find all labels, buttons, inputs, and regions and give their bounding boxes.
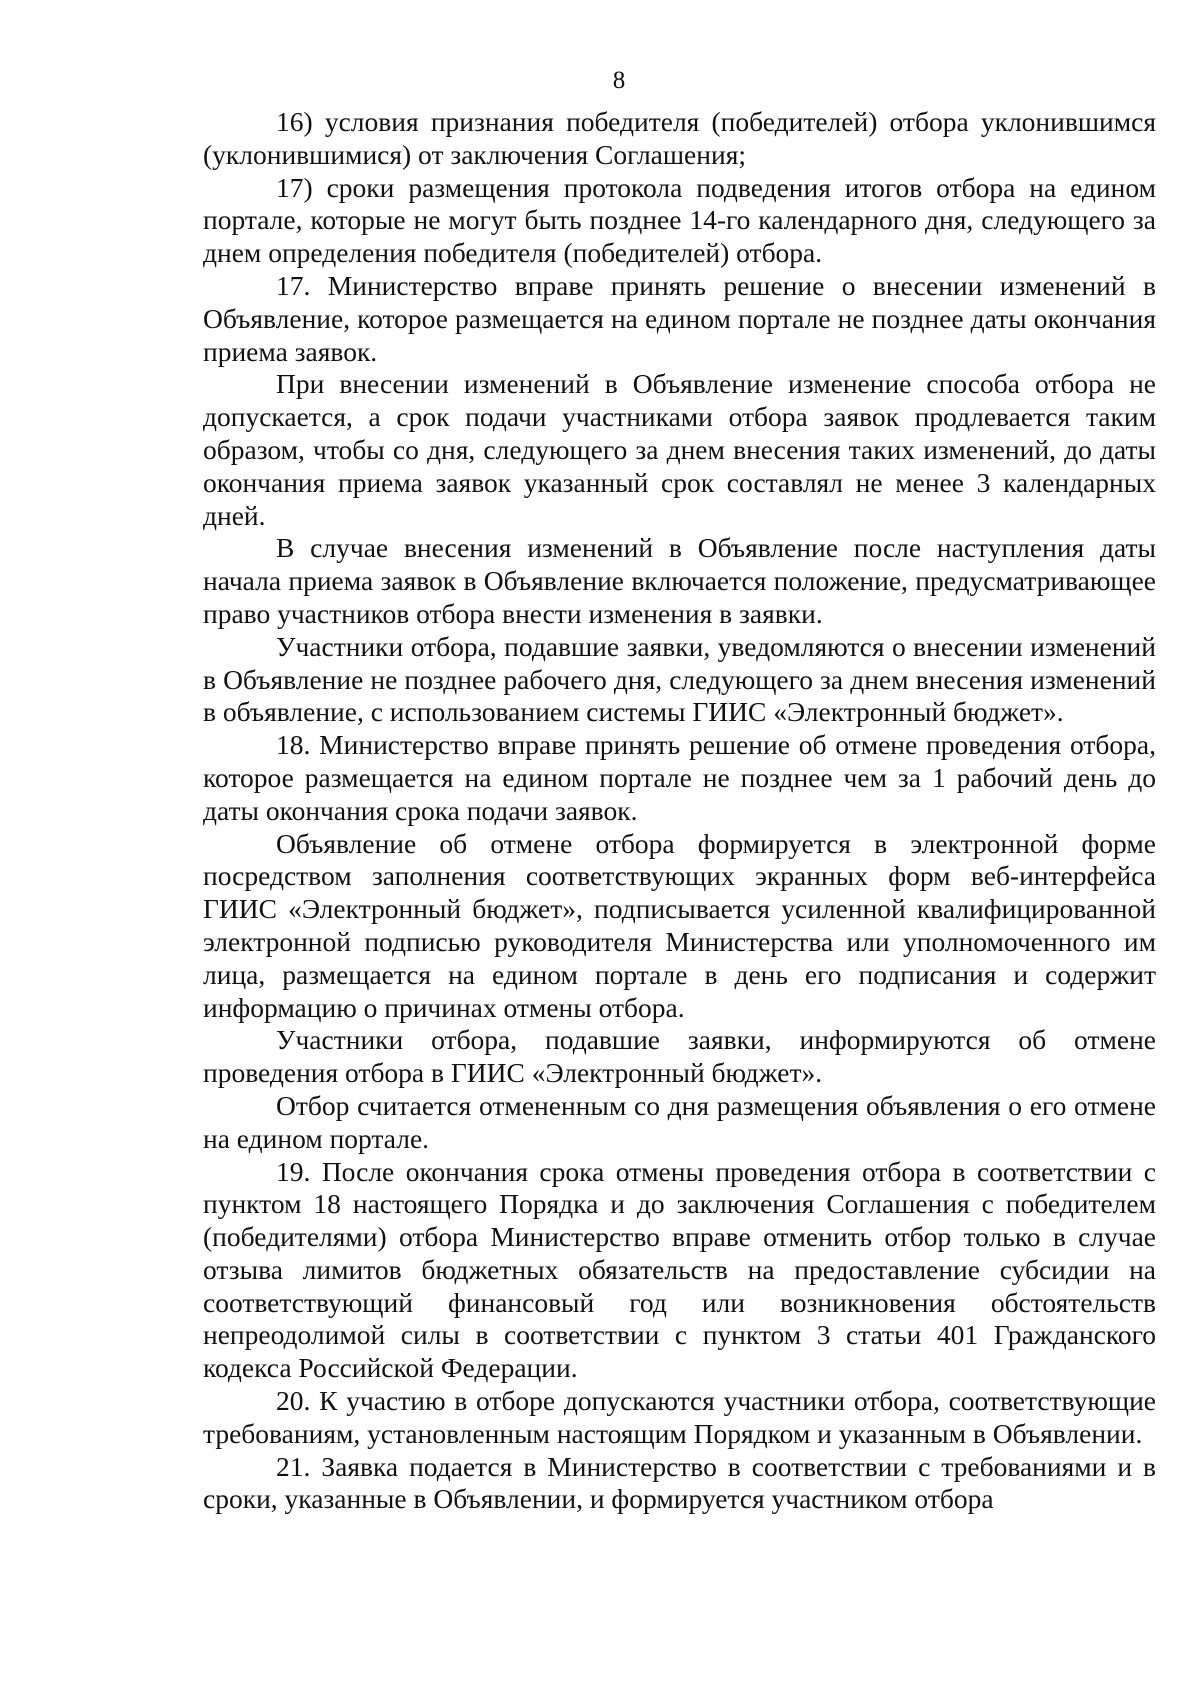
- paragraph-clause-19: 19. После окончания срока отмены проведения отбора в соответствии с пунктом 18 настоящего Порядка и до заключения Соглашения с победителем (победителями) отбора Министерство вправе отменить отбор только в случае отзыва лимитов бюджетных обязательств на предоставление субсидии на соответствующий финансовый год или возникновения обстоятельств непреодолимой силы в соответствии с пунктом 3 статьи 401 Гражданского кодекса Российской Федерации.: [203, 1155, 1156, 1384]
- paragraph-participants-informed: Участники отбора, подавшие заявки, информируются об отмене проведения отбора в ГИИС «Электронный бюджет».: [203, 1024, 1156, 1089]
- document-body: [203, 106, 1156, 1516]
- paragraph-clause-21: 21. Заявка подается в Министерство в соответствии с требованиями и в сроки, указанные в Объявлении, и формируется участником отбора: [203, 1450, 1156, 1515]
- paragraph-changes-after-start: В случае внесения изменений в Объявление после наступления даты начала приема заявок в Объявление включается положение, предусматривающее право участников отбора внести изменения в заявки.: [203, 532, 1156, 629]
- paragraph-cancellation-notice: Объявление об отмене отбора формируется в электронной форме посредством заполнения соответствующих экранных форм веб-интерфейса ГИИС «Электронный бюджет», подписывается усиленной квалифицированной электронной подписью руководителя Министерства или уполномоченного им лица, размещается на едином портале в день его подписания и содержит информацию о причинах отмены отбора.: [203, 827, 1156, 1023]
- page-number: 8: [612, 67, 626, 94]
- paragraph-clause-17: 17. Министерство вправе принять решение о внесении изменений в Объявление, которое размещается на едином портале не позднее даты окончания приема заявок.: [203, 269, 1156, 367]
- paragraph-item-16: 16) условия признания победителя (победителей) отбора уклонившимся (уклонившимися) от заключения Соглашения;: [203, 106, 1156, 170]
- paragraph-item-17: 17) сроки размещения протокола подведения итогов отбора на едином портале, которые не могут быть позднее 14-го календарного дня, следующего за днем определения победителя (победителей) отбора.: [203, 171, 1156, 269]
- paragraph-cancellation-effective: Отбор считается отмененным со дня размещения объявления о его отмене на едином портале.: [203, 1089, 1156, 1154]
- paragraph-participants-notified: Участники отбора, подавшие заявки, уведомляются о внесении изменений в Объявление не позднее рабочего дня, следующего за днем внесения изменений в объявление, с использованием системы ГИИС «Электронный бюджет».: [203, 630, 1156, 728]
- paragraph-changes-terms: При внесении изменений в Объявление изменение способа отбора не допускается, а срок подачи участниками отбора заявок продлевается таким образом, чтобы со дня, следующего за днем внесения таких изменений, до даты окончания приема заявок указанный срок составлял не менее 3 календарных дней.: [203, 368, 1156, 531]
- paragraph-clause-20: 20. К участию в отборе допускаются участники отбора, соответствующие требованиям, установленным настоящим Порядком и указанным в Объявлении.: [203, 1385, 1156, 1449]
- paragraph-clause-18: 18. Министерство вправе принять решение об отмене проведения отбора, которое размещается на едином портале не позднее чем за 1 рабочий день до даты окончания срока подачи заявок.: [203, 729, 1156, 826]
